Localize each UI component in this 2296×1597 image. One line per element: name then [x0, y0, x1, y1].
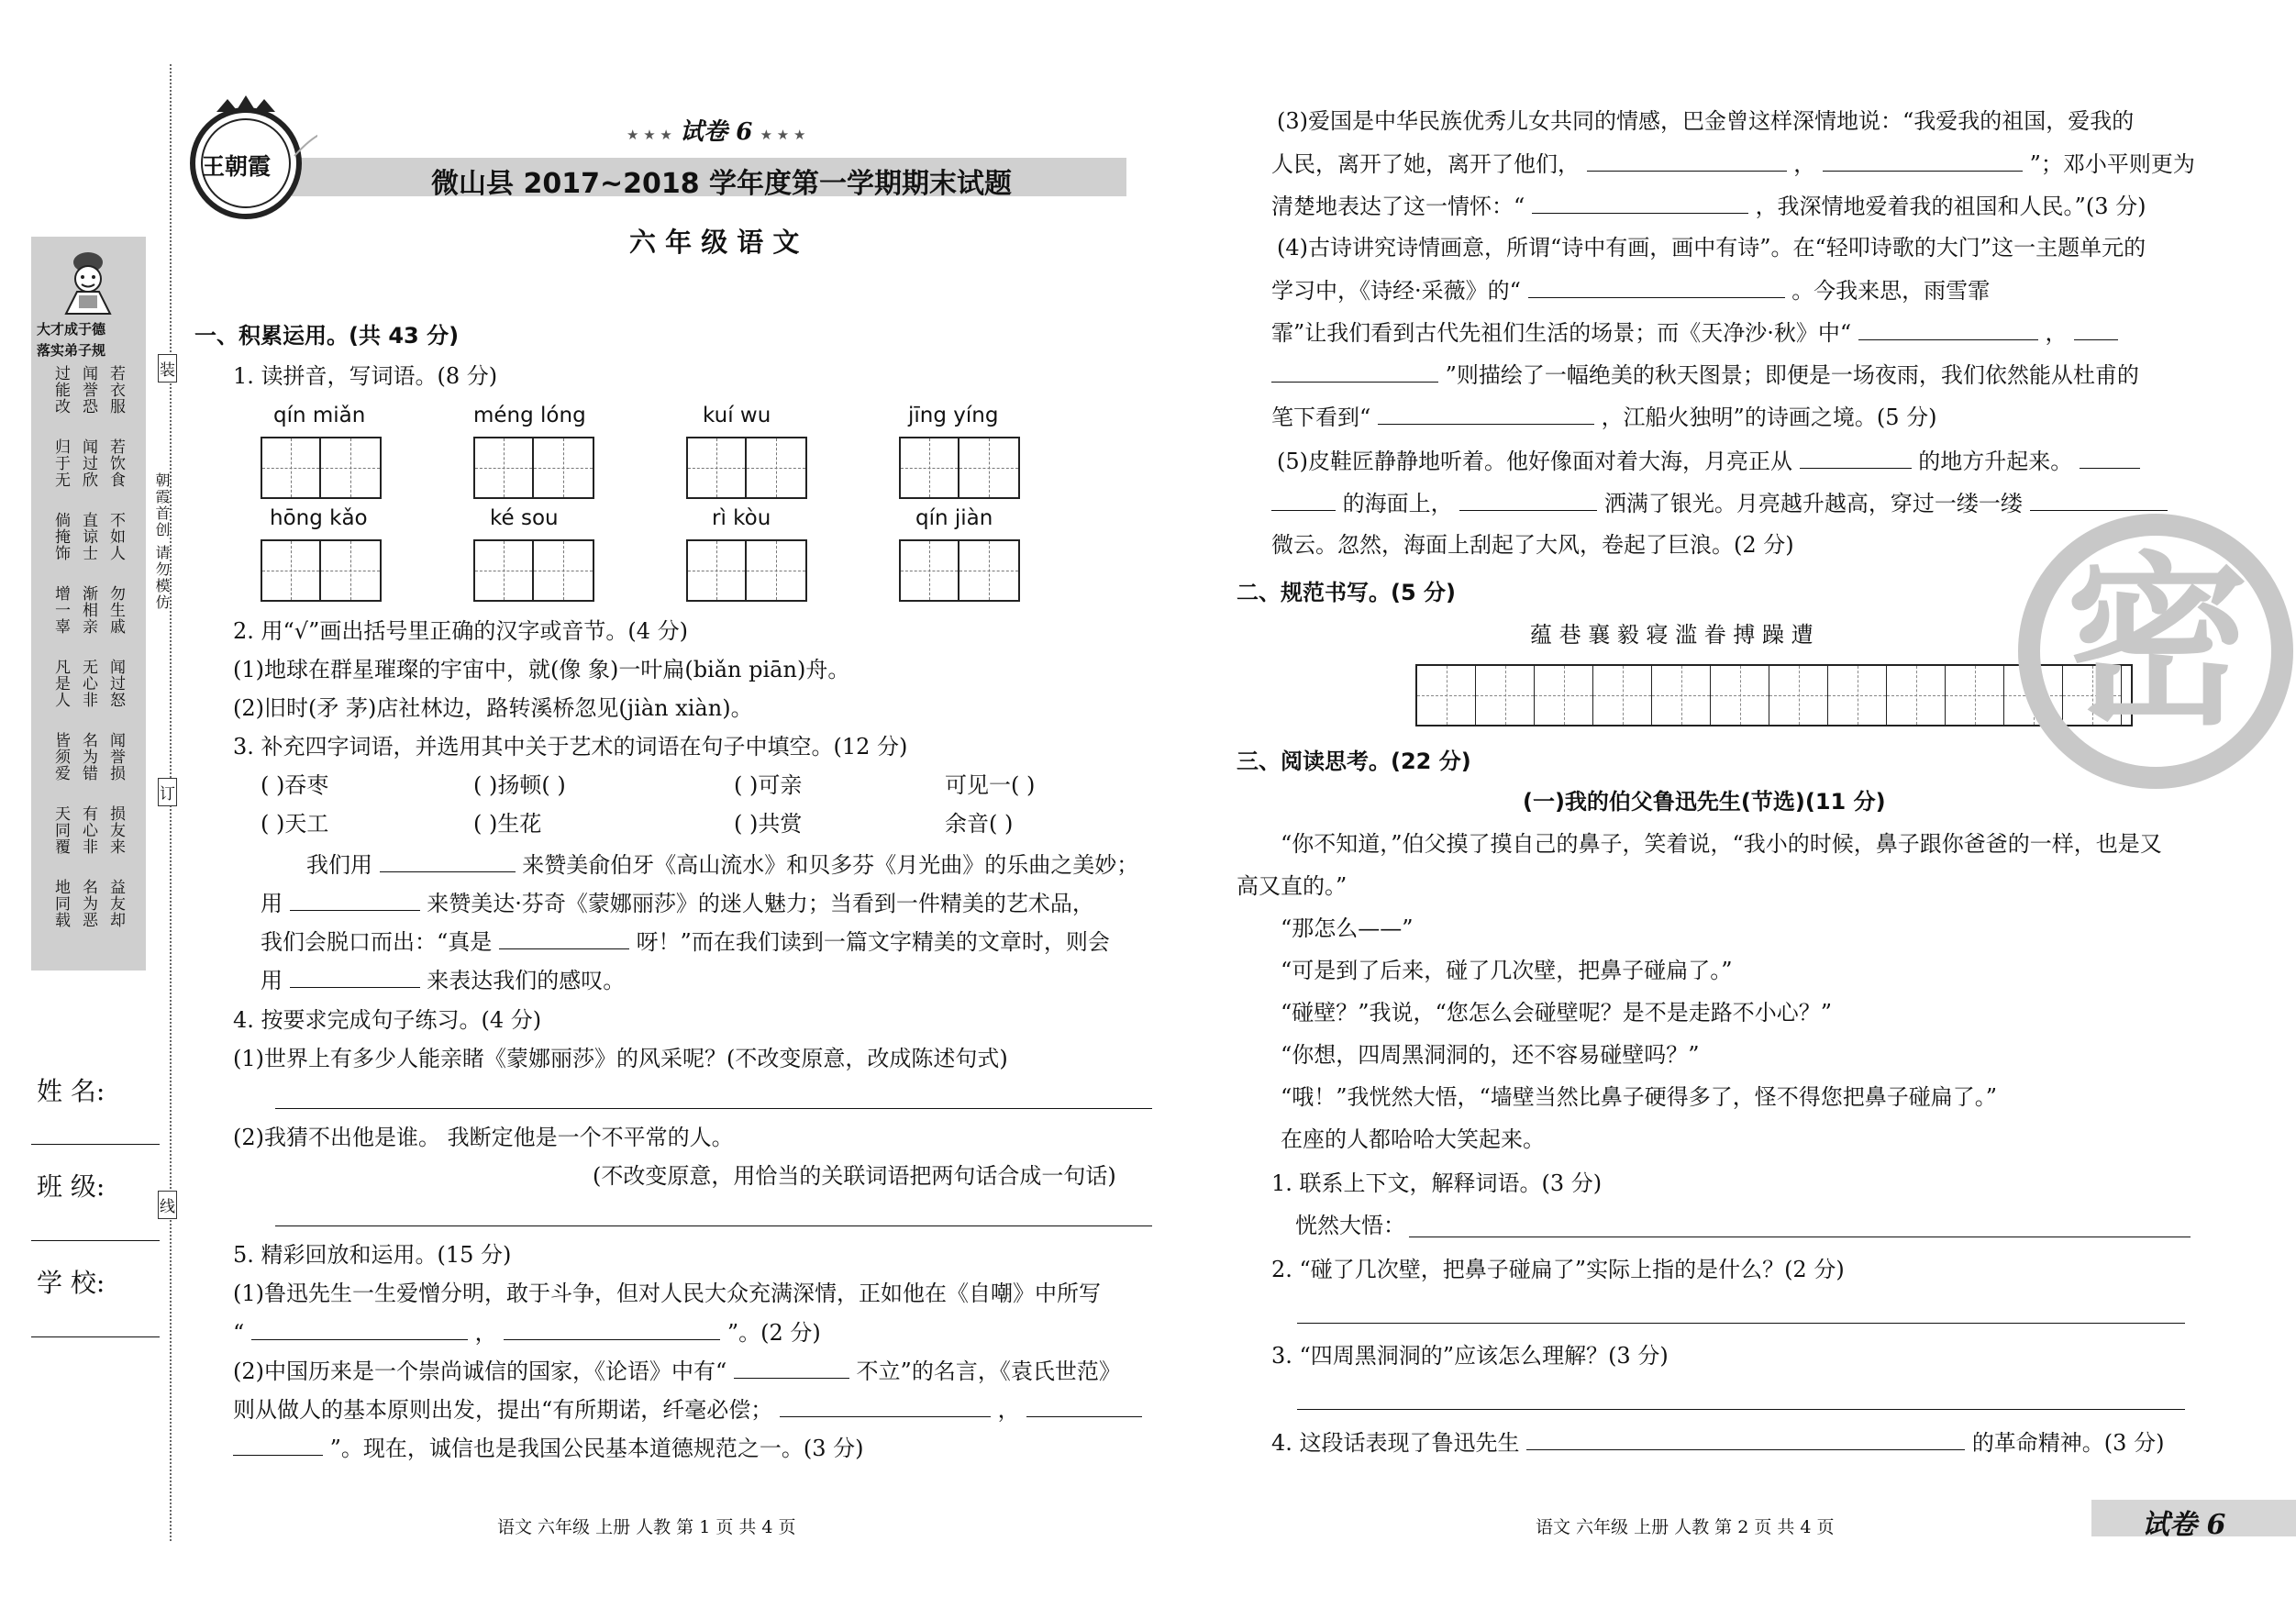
- q3-word-6[interactable]: ( )生花: [473, 811, 542, 837]
- pinyin-7: rì kòu: [712, 506, 771, 530]
- char-grid-1[interactable]: [261, 437, 382, 499]
- class-field[interactable]: [31, 1240, 160, 1241]
- handwriting-cell[interactable]: [1652, 666, 1711, 725]
- motto-column: 闻过欣: [79, 438, 97, 488]
- passage-para-7: 在座的人都哈哈大笑起来。: [1281, 1126, 1545, 1152]
- char-grid-8[interactable]: [899, 539, 1020, 602]
- corner-paper-label: 试卷 6: [2142, 1509, 2226, 1541]
- q3-word-2[interactable]: ( )扬顿( ): [473, 772, 566, 798]
- reading-q4-blank[interactable]: [1526, 1429, 1965, 1450]
- q3-word-3[interactable]: ( )可亲: [734, 772, 803, 798]
- q2-item-1: (1)地球在群星璀璨的宇宙中，就(像 象)一叶扁(biǎn piān)舟。: [233, 657, 850, 682]
- motto-column: 倘掩饰: [51, 512, 70, 561]
- motto-panel: [31, 237, 146, 970]
- q4-prompt: 4. 按要求完成句子练习。(4 分): [233, 1007, 542, 1033]
- section-3-title: 三、阅读思考。(22 分): [1237, 749, 1471, 774]
- pinyin-1: qín miǎn: [273, 404, 366, 427]
- q5-prompt: 5. 精彩回放和运用。(15 分): [233, 1242, 512, 1268]
- motto-column: 直谅士: [79, 512, 97, 561]
- q5-1-blank-2[interactable]: [504, 1319, 720, 1340]
- reading-q2: 2. “碰了几次壁，把鼻子碰扁了”实际上指的是什么？(2 分): [1271, 1257, 1845, 1282]
- q3-blank-4[interactable]: [290, 967, 420, 988]
- passage-para-1b: 高又直的。”: [1237, 873, 1348, 899]
- name-field[interactable]: [31, 1144, 160, 1145]
- secret-stamp-char: 密: [2066, 537, 2250, 750]
- q5-2-blank-3[interactable]: [1026, 1396, 1142, 1417]
- char-grid-7[interactable]: [686, 539, 807, 602]
- q5-item-2-line-2: 则从做人的基本原则出发，提出“有所期诺，纤毫必偿； ，: [233, 1396, 1142, 1424]
- motto-column: 名为错: [79, 732, 97, 782]
- q5-5-line-2: 的海面上， 洒满了银光。月亮越升越高，穿过一缕一缕: [1271, 490, 2168, 517]
- q4-answer-line-1[interactable]: [275, 1108, 1152, 1109]
- handwriting-cell[interactable]: [1828, 666, 1887, 725]
- motto-line-2: 落实弟子规: [37, 342, 106, 359]
- q3-word-4[interactable]: 可见一( ): [945, 772, 1036, 798]
- q5-4-line-2: 学习中，《诗经·采薇》的“ 。今我来思，雨雪霏: [1271, 278, 1991, 304]
- star-decor-left: ★ ★ ★: [627, 127, 672, 143]
- motto-column: 增一辜: [51, 585, 70, 635]
- q5-4-blank-2[interactable]: [1858, 319, 2038, 340]
- q3-prompt: 3. 补充四字词语，并选用其中关于艺术的词语在句子中填空。(12 分): [233, 734, 908, 760]
- motto-column: 若饮食: [106, 438, 125, 488]
- motto-column: 天同覆: [51, 805, 70, 855]
- q5-2-blank-1[interactable]: [734, 1358, 849, 1379]
- char-grid-2[interactable]: [473, 437, 594, 499]
- motto-column: 过能改: [51, 365, 70, 415]
- q5-item-1: (1)鲁迅先生一生爱憎分明，敢于斗争，但对人民大众充满深情，正如他在《自嘲》中所写: [233, 1281, 1101, 1306]
- q3-blank-1[interactable]: [380, 851, 516, 872]
- motto-column: 勿生戚: [106, 585, 125, 635]
- paper-number-line: [627, 113, 805, 147]
- section-1-title: 一、积累运用。(共 43 分): [194, 323, 460, 349]
- handwriting-cell[interactable]: [1769, 666, 1828, 725]
- motto-column: 无心非: [79, 659, 97, 708]
- q4-item-1: (1)世界上有多少人能亲睹《蒙娜丽莎》的风采呢？(不改变原意，改成陈述句式): [233, 1046, 1008, 1071]
- school-field[interactable]: [31, 1336, 160, 1337]
- motto-columns: [44, 365, 136, 961]
- pinyin-6: ké sou: [490, 506, 559, 530]
- q4-answer-line-2[interactable]: [275, 1225, 1152, 1226]
- reading-q4: 4. 这段话表现了鲁迅先生 的革命精神。(3 分): [1271, 1430, 2165, 1456]
- handwriting-cell[interactable]: [1593, 666, 1652, 725]
- class-label: 班 级:: [37, 1171, 105, 1202]
- char-grid-5[interactable]: [261, 539, 382, 602]
- q4-item-2-requirement: (不改变原意，用恰当的关联词语把两句话合成一句话): [593, 1163, 1116, 1189]
- passage-para-1: “你不知道，”伯父摸了摸自己的鼻子，笑着说，“我小的时候，鼻子跟你爸爸的一样，也是又: [1281, 831, 2162, 857]
- star-decor-right: ★ ★ ★: [760, 127, 806, 143]
- page-2-footer: 语文 六年级 上册 人教 第 2 页 共 4 页: [1536, 1517, 1835, 1537]
- motto-column: 皆须爱: [51, 732, 70, 782]
- motto-column: 凡是人: [51, 659, 70, 708]
- q5-4-blank-1[interactable]: [1528, 277, 1785, 298]
- q5-4-line-3: 霏”让我们看到古代先祖们生活的场景；而《天净沙·秋》中“ ，: [1271, 319, 2118, 347]
- pinyin-5: hōng kǎo: [270, 506, 368, 530]
- motto-column: 名为恶: [79, 879, 97, 928]
- school-label: 学 校:: [37, 1268, 105, 1298]
- q5-4-line-5: 笔下看到“ ，江船火独明”的诗画之境。(5 分): [1271, 405, 1937, 430]
- subject-title: 六 年 级 语 文: [629, 227, 800, 258]
- q5-4-line-1: (4)古诗讲究诗情画意，所谓“诗中有画，画中有诗”。在“轻叩诗歌的大门”这一主题单元的: [1277, 235, 2146, 261]
- handwriting-cell[interactable]: [1711, 666, 1769, 725]
- motto-column: 归于无: [51, 438, 70, 488]
- q5-item-1-blanks: “ ， ”。(2 分): [233, 1320, 821, 1346]
- q5-5-blank-4[interactable]: [1459, 490, 1597, 511]
- page-1-footer: 语文 六年级 上册 人教 第 1 页 共 4 页: [497, 1517, 796, 1537]
- reading-q1-word: 恍然大悟：: [1295, 1213, 1405, 1238]
- pinyin-2: méng lóng: [473, 404, 586, 427]
- q5-4-blank-3[interactable]: [2074, 319, 2118, 340]
- q5-5-blank-2[interactable]: [2080, 448, 2140, 469]
- passage-para-2: “那怎么——”: [1281, 915, 1414, 941]
- q3-para-line-2: 用 来赞美达·芬奇《蒙娜丽莎》的迷人魅力；当看到一件精美的艺术品，: [261, 891, 1094, 916]
- reading-q1: 1. 联系上下文，解释词语。(3 分): [1271, 1170, 1603, 1196]
- motto-column: 地同载: [51, 879, 70, 928]
- q5-5-line-3: 微云。忽然，海面上刮起了大风，卷起了巨浪。(2 分): [1271, 532, 1794, 558]
- motto-column: 闻誉恐: [79, 365, 97, 415]
- q3-para-line-4: 用 来表达我们的感叹。: [261, 968, 626, 993]
- motto-column: 损友来: [106, 805, 125, 855]
- logo-text: 王朝霞: [202, 153, 272, 180]
- motto-column: 有心非: [79, 805, 97, 855]
- q1-prompt: 1. 读拼音，写词语。(8 分): [233, 363, 498, 389]
- passage-para-6: “哦！”我恍然大悟，“墙壁当然比鼻子硬得多了，怪不得您把鼻子碰扁了。”: [1281, 1084, 1998, 1110]
- secret-stamp-icon: [2018, 514, 2293, 789]
- q3-word-5[interactable]: ( )天工: [261, 811, 329, 837]
- pinyin-8: qín jiàn: [915, 506, 993, 530]
- handwriting-cell[interactable]: [1535, 666, 1593, 725]
- q3-word-8[interactable]: 余音( ): [945, 811, 1014, 837]
- motto-column: 若衣服: [106, 365, 125, 415]
- reading-q3: 3. “四周黑洞洞的”应该怎么理解？(3 分): [1271, 1343, 1669, 1369]
- q5-2-blank-4[interactable]: [233, 1435, 323, 1456]
- section-2-title: 二、规范书写。(5 分): [1237, 580, 1456, 605]
- q5-4-blank-4[interactable]: [1271, 361, 1438, 383]
- q5-item-2-line-3: ”。现在，诚信也是我国公民基本道德规范之一。(3 分): [233, 1435, 864, 1462]
- seal-mark-2: 订: [158, 778, 177, 806]
- q4-item-2: (2)我猜不出他是谁。 我断定他是一个不平常的人。: [233, 1125, 734, 1150]
- q3-blank-2[interactable]: [290, 890, 420, 911]
- q5-3-line-2: 人民，离开了她，离开了他们， ， ”；邓小平则更为: [1271, 151, 2195, 177]
- motto-column: 益友却: [106, 879, 125, 928]
- handwriting-cell[interactable]: [1417, 666, 1476, 725]
- reading-q3-answer[interactable]: [1297, 1409, 2185, 1410]
- q5-5-line-1: (5)皮鞋匠静静地听着。他好像面对着大海，月亮正从 的地方升起来。: [1277, 448, 2140, 475]
- name-label: 姓 名:: [37, 1076, 105, 1106]
- pinyin-3: kuí wu: [703, 404, 771, 427]
- q5-3-blank-1[interactable]: [1587, 150, 1787, 172]
- motto-line-1: 大才成于德: [37, 321, 106, 338]
- passage-para-5: “你想，四周黑洞洞的，还不容易碰壁吗？”: [1281, 1042, 1700, 1068]
- motto-column: 渐相亲: [79, 585, 97, 635]
- q5-2-blank-2[interactable]: [780, 1396, 991, 1417]
- q5-3-line-3: 清楚地表达了这一情怀：“ ，我深情地爱着我的祖国和人民。”(3 分): [1271, 194, 2146, 219]
- q3-word-1[interactable]: ( )吞枣: [261, 772, 329, 798]
- q5-5-blank-5[interactable]: [2030, 490, 2168, 511]
- handwriting-cell[interactable]: [1887, 666, 1946, 725]
- motto-column: 不如人: [106, 512, 125, 561]
- exam-title: 微山县 2017~2018 学年度第一学期期末试题: [431, 168, 1013, 200]
- q5-3-blank-2[interactable]: [1823, 150, 2023, 172]
- motto-column: 闻誉损: [106, 732, 125, 782]
- q5-5-blank-3[interactable]: [1271, 490, 1336, 511]
- passage-title: (一)我的伯父鲁迅先生(节选)(11 分): [1523, 789, 1886, 815]
- q5-4-blank-5[interactable]: [1378, 404, 1594, 425]
- seal-mark-1: 装: [158, 354, 177, 383]
- q5-3-blank-3[interactable]: [1532, 193, 1748, 214]
- passage-para-3: “可是到了后来，碰了几次壁，把鼻子碰扁了。”: [1281, 958, 1733, 983]
- q5-5-blank-1[interactable]: [1800, 448, 1912, 469]
- q3-word-7[interactable]: ( )共赏: [734, 811, 803, 837]
- seal-mark-3: 线: [158, 1191, 177, 1219]
- char-grid-4[interactable]: [899, 437, 1020, 499]
- mascot-icon: [31, 244, 146, 317]
- q5-1-blank-1[interactable]: [251, 1319, 468, 1340]
- char-grid-6[interactable]: [473, 539, 594, 602]
- passage-para-4: “碰壁？”我说，“您怎么会碰壁呢？是不是走路不小心？”: [1281, 1000, 1833, 1026]
- q5-3-line-1: (3)爱国是中华民族优秀儿女共同的情感，巴金曾这样深情地说：“我爱我的祖国，爱我的: [1277, 108, 2135, 134]
- q2-item-2: (2)旧时(矛 茅)店社林边，路转溪桥忽见(jiàn xiàn)。: [233, 695, 753, 721]
- q3-blank-3[interactable]: [499, 928, 629, 949]
- handwriting-cell[interactable]: [1476, 666, 1535, 725]
- char-grid-3[interactable]: [686, 437, 807, 499]
- handwriting-chars: 蕴 巷 襄 毅 寝 滥 眷 搏 躁 遭: [1530, 622, 1814, 648]
- motto-column: 闻过怒: [106, 659, 125, 708]
- q5-item-2-line-1: (2)中国历来是一个崇尚诚信的国家，《论语》中有“ 不立”的名言，《袁氏世范》: [233, 1359, 1121, 1384]
- paper-label: 试卷 6: [680, 118, 753, 146]
- q2-prompt: 2. 用“√”画出括号里正确的汉字或音节。(4 分): [233, 618, 688, 644]
- handwriting-cell[interactable]: [1946, 666, 2004, 725]
- q3-para-line-3: 我们会脱口而出：“真是 呀！”而在我们读到一篇文字精美的文章时，则会: [261, 929, 1110, 955]
- pinyin-4: jīng yíng: [908, 404, 999, 427]
- reading-q2-answer[interactable]: [1297, 1323, 2185, 1324]
- copyright-note: 朝霞首创 请勿模仿: [153, 472, 171, 612]
- q3-para-line-1: 我们用 来赞美俞伯牙《高山流水》和贝多芬《月光曲》的乐曲之美妙；: [306, 852, 1139, 878]
- q5-4-line-4: ”则描绘了一幅绝美的秋天图景；即便是一场夜雨，我们依然能从杜甫的: [1271, 361, 2139, 389]
